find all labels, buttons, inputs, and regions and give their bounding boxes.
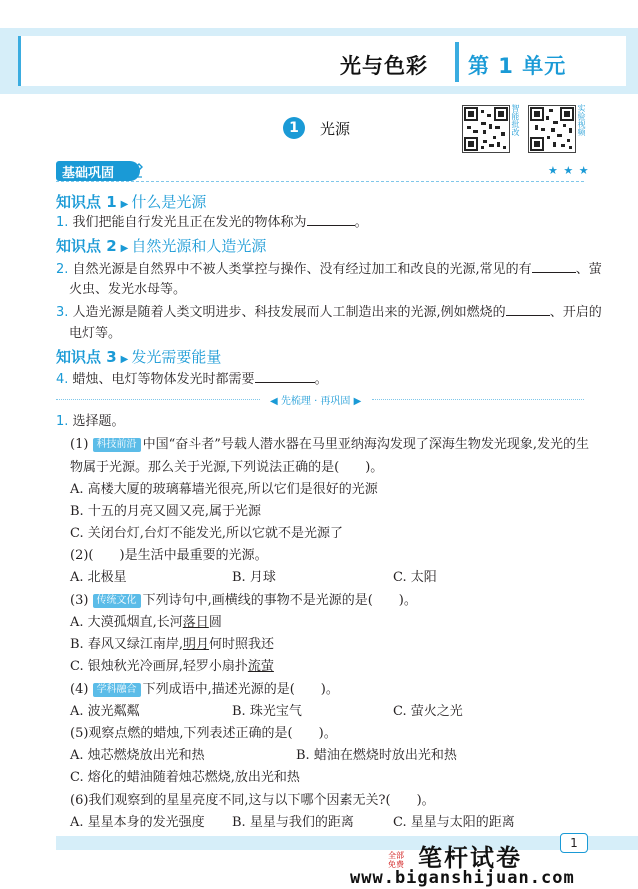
option-text: C. 银烛秋光冷画屏,轻罗小扇扑 (70, 659, 248, 674)
category-tag: 传统文化 (93, 594, 141, 608)
option-text: B. 春风又绿江南岸, (70, 637, 183, 652)
question-text: 下列成语中,描述光源的是( )。 (142, 682, 339, 697)
underlined-word: 明月 (182, 637, 209, 652)
watermark-small-text: 全部免费 (388, 851, 404, 869)
question-text: 下列诗句中,画横线的事物不是光源的是( )。 (142, 593, 417, 608)
question-text: 自然光源是自然界中不被人类掌控与操作、没有经过加工和改良的光源,常见的有 (72, 262, 532, 277)
question-text: 我们观察到的星星亮度不同,这与以下哪个因素无关?( )。 (88, 793, 435, 808)
knowledge-point-3 (56, 346, 221, 367)
answer-blank[interactable] (255, 370, 315, 383)
triangle-right-icon: ▶ (120, 243, 129, 254)
sub-question-1-line-2: 物属于光源。那么关于光源,下列说法正确的是( )。 (70, 460, 384, 475)
underlined-word: 流萤 (247, 659, 274, 674)
knowledge-point-topic: 什么是光源 (131, 193, 207, 211)
sub-question-4 (70, 681, 339, 699)
option-text-end: 圆 (208, 615, 222, 630)
question-number: 1. (56, 215, 69, 230)
knowledge-point-topic: 自然光源和人造光源 (131, 237, 267, 255)
category-tag: 科技前沿 (93, 438, 141, 452)
option-a[interactable] (70, 614, 222, 632)
knowledge-point-label: 知识点 1 (56, 193, 117, 211)
sub-question-number: (5) (70, 726, 89, 741)
option-text: A. 大漠孤烟直,长河 (70, 615, 183, 630)
knowledge-point-topic: 发光需要能量 (131, 348, 222, 366)
option-text-end: 何时照我还 (208, 637, 274, 652)
question-number: 4. (56, 372, 69, 387)
qr-code-video[interactable] (528, 105, 576, 153)
qr-label-video: 实验视频 (577, 104, 586, 136)
option-c[interactable]: C. 星星与太阳的距离 (393, 815, 515, 830)
option-b[interactable] (70, 636, 274, 654)
option-b[interactable]: B. 月球 (232, 570, 276, 585)
footer-band (56, 836, 638, 850)
underlined-word: 落日 (182, 615, 209, 630)
qr-code-grading[interactable] (462, 105, 510, 153)
option-b[interactable]: B. 十五的月亮又圆又亮,属于光源 (70, 504, 261, 519)
question-text: 观察点燃的蜡烛,下列表述正确的是( )。 (88, 726, 337, 741)
watermark-url: www.biganshijuan.com (350, 868, 575, 888)
question-3-line-2: 电灯等。 (69, 326, 122, 341)
question-text: 我们把能自行发光且正在发光的物体称为 (72, 215, 307, 230)
knowledge-point-1 (56, 191, 206, 212)
sub-question-2 (70, 547, 268, 565)
title-divider (455, 42, 459, 82)
question-text-end: 。 (314, 372, 328, 387)
question-1 (56, 213, 368, 232)
difficulty-stars: ★ ★ ★ (548, 164, 590, 177)
option-c[interactable]: C. 关闭台灯,台灯不能发光,所以它就不是光源了 (70, 526, 344, 541)
divider-line-right (372, 399, 584, 400)
question-3-line-1 (56, 303, 602, 322)
sub-question-number: (1) (70, 437, 89, 452)
divider-text: 先梳理 · 再巩固 (280, 396, 351, 407)
sub-question-5 (70, 725, 337, 743)
question-number: 3. (56, 305, 69, 320)
knowledge-point-label: 知识点 3 (56, 348, 117, 366)
category-tag: 学科融合 (93, 683, 141, 697)
option-a[interactable]: A. 波光粼粼 (70, 704, 140, 719)
knowledge-point-2 (56, 235, 266, 256)
option-c[interactable]: C. 熔化的蜡油随着烛芯燃烧,放出光和热 (70, 770, 300, 785)
option-a[interactable]: A. 烛芯燃烧放出光和热 (70, 748, 205, 763)
question-number: 2. (56, 262, 69, 277)
sub-question-number: (4) (70, 682, 89, 697)
sub-question-number: (6) (70, 793, 89, 808)
triangle-right-icon: ▶ (120, 354, 129, 365)
lesson-title: 光源 (320, 120, 351, 138)
question-number: 1. (56, 414, 69, 429)
option-c[interactable] (70, 658, 274, 676)
question-text: 蜡烛、电灯等物体发光时都需要 (72, 372, 255, 387)
sub-question-1-line-1 (70, 436, 589, 454)
option-b[interactable]: B. 星星与我们的距离 (232, 815, 354, 830)
lesson-number-badge: 1 (283, 117, 305, 139)
triangle-right-icon: ▶ (120, 199, 129, 210)
option-b[interactable]: B. 珠光宝气 (232, 704, 302, 719)
question-text-end: 、开启的 (549, 305, 602, 320)
unit-number-title: 第 1 单元 (468, 54, 567, 78)
pencil-icon (128, 162, 144, 182)
divider-label (270, 392, 361, 407)
sub-question-6 (70, 792, 435, 810)
sub-question-3 (70, 592, 417, 610)
qr-label-grading: 智能批改 (511, 104, 520, 136)
option-b[interactable]: B. 蜡油在燃烧时放出光和热 (296, 748, 457, 763)
sub-question-number: (3) (70, 593, 89, 608)
option-a[interactable]: A. 高楼大厦的玻璃幕墙光很亮,所以它们是很好的光源 (70, 482, 378, 497)
watermark-title: 笔杆试卷 (418, 844, 522, 872)
triangle-left-icon: ◀ (270, 396, 278, 407)
qr-code-icon (529, 106, 575, 152)
question-text-end: 。 (354, 215, 368, 230)
question-4 (56, 370, 328, 389)
option-c[interactable]: C. 萤火之光 (393, 704, 463, 719)
question-2-line-2: 火虫、发光水母等。 (69, 282, 187, 297)
option-a[interactable]: A. 星星本身的发光强度 (70, 815, 205, 830)
qr-code-icon (463, 106, 509, 152)
question-text: 人造光源是随着人类文明进步、科技发展而人工制造出来的光源,例如燃烧的 (72, 305, 506, 320)
question-text-end: 、萤 (575, 262, 602, 277)
question-text: ( )是生活中最重要的光源。 (88, 548, 268, 563)
question-text: 中国“奋斗者”号载人潜水器在马里亚纳海沟发现了深海生物发光现象,发光的生 (142, 437, 589, 452)
option-a[interactable]: A. 北极星 (70, 570, 127, 585)
triangle-right-icon: ▶ (353, 396, 362, 407)
choice-section-title (56, 413, 125, 431)
section-title: 基础巩固 (62, 166, 115, 181)
page-number: 1 (560, 833, 588, 853)
answer-blank[interactable] (532, 260, 576, 273)
question-text: 选择题。 (72, 414, 125, 429)
divider-line-left (56, 399, 260, 400)
sub-question-number: (2) (70, 548, 89, 563)
unit-topic-title: 光与色彩 (340, 54, 428, 78)
answer-blank[interactable] (506, 303, 550, 316)
question-2-line-1 (56, 260, 602, 279)
knowledge-point-label: 知识点 2 (56, 237, 117, 255)
answer-blank[interactable] (307, 213, 355, 226)
option-c[interactable]: C. 太阳 (393, 570, 437, 585)
section-rule (56, 181, 584, 183)
